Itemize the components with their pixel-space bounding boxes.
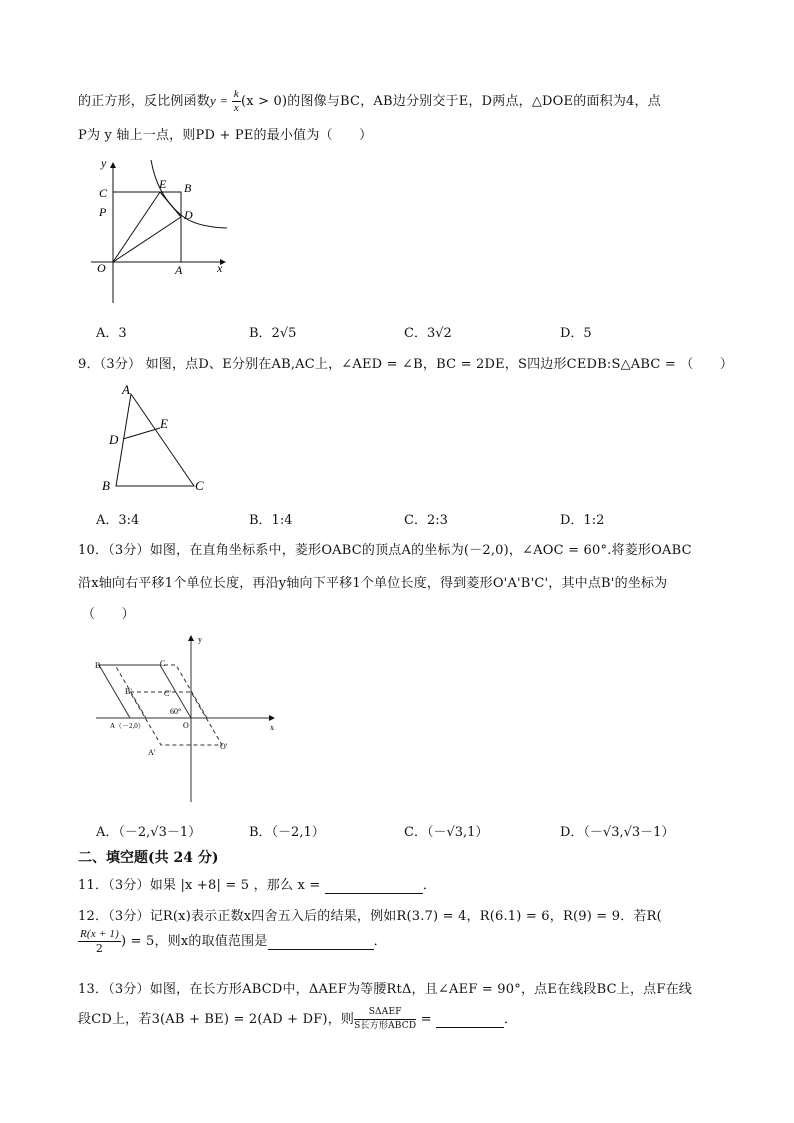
q8-fraction — [232, 88, 241, 115]
q8-label-x: x — [217, 261, 223, 275]
q8-segment-OE — [113, 192, 160, 262]
q8-figure — [85, 155, 245, 310]
q8-label-O: O — [97, 261, 106, 275]
q13-frac-num: SΔAEF — [354, 1006, 416, 1020]
q8-line2: P为 y 轴上一点，则PD + PE的最小值为（ ） — [78, 128, 373, 143]
q10-label-Ap: A' — [148, 748, 156, 757]
q12-fraction — [78, 928, 121, 955]
q10-label-O: O — [183, 721, 189, 730]
q8-option-c: C．3√2 — [404, 326, 452, 341]
q10-label-Op: O' — [220, 742, 228, 751]
q13-tail: ． — [504, 1012, 518, 1027]
q10-option-b: B．（－2,1） — [249, 825, 325, 840]
q11-text: 11．（3分）如果 |x +8| = 5 ，那么 x = — [78, 878, 325, 893]
q11-answer-blank[interactable] — [325, 878, 423, 894]
q10-option-c: C．（－√3,1） — [404, 825, 489, 840]
q12-frac-num: R(x + 1) — [80, 928, 119, 940]
q10-label-A: A（－2,0） — [110, 722, 145, 730]
q9-label-B: B — [102, 478, 110, 493]
q10-line3: （ ） — [82, 607, 135, 622]
q9-option-d: D．1:2 — [560, 513, 605, 528]
q8-label-B: B — [184, 181, 192, 195]
q8-label-D: D — [184, 208, 193, 222]
q8-frac-den: x — [233, 102, 239, 114]
q10-label-angle: 60° — [170, 707, 182, 716]
q10-line2: 沿x轴向右平移1个单位长度，再沿y轴向下平移1个单位长度，得到菱形O'A'B'C'，其中点B'的坐标为 — [78, 576, 668, 591]
q13-answer-blank[interactable] — [436, 1012, 504, 1028]
q9-option-b: B．1:4 — [249, 513, 293, 528]
q8-label-C: C — [99, 186, 108, 200]
q11-line — [78, 874, 436, 894]
q11-tail: ． — [422, 878, 437, 893]
q9-figure — [98, 382, 218, 497]
q8-frac-num: k — [233, 88, 239, 100]
q9-text: 9．（3分） 如图，点D、E分别在AB,AC上，∠AED = ∠B，BC = 2DE，S四边形CEDB:S△ABC = （ ） — [78, 357, 734, 372]
q8-label-y: y — [101, 156, 107, 170]
q12-tail: ． — [373, 934, 387, 949]
q10-option-a: A．（－2,√3－1） — [96, 825, 202, 840]
q8-label-P: P — [99, 205, 107, 219]
q10-label-B: B — [95, 661, 101, 670]
q10-label-Cp: C' — [164, 689, 171, 698]
q12-frac-den: 2 — [95, 942, 104, 955]
q8-line1-y: y = — [210, 93, 232, 108]
q10-label-x: x — [270, 723, 274, 732]
q8-line1-b: (x > 0)的图像与BC，AB边分别交于E，D两点，△DOE的面积为4，点 — [240, 94, 661, 109]
q8-label-A: A — [175, 263, 183, 277]
q13-line1: 13．（3分）如图，在长方形ABCD中，ΔAEF为等腰RtΔ，且∠AEF = 90°，点E在线段BC上，点F在线 — [78, 982, 692, 997]
q13-line2-b: = — [416, 1012, 437, 1027]
q9-label-D: D — [109, 432, 119, 447]
q8-option-b: B．2√5 — [249, 326, 297, 341]
q12-answer-blank[interactable] — [268, 934, 374, 950]
q8-line1-a: 的正方形，反比例函数 — [78, 94, 211, 109]
q9-label-C: C — [195, 478, 204, 493]
q8-segment-OD — [113, 217, 181, 262]
q9-option-a: A．3:4 — [96, 513, 140, 528]
q8-segment-ED — [160, 192, 181, 217]
q10-label-y: y — [198, 635, 202, 644]
q13-fraction — [354, 1006, 416, 1033]
q8-square — [113, 192, 181, 262]
q8-line1 — [78, 88, 661, 115]
q13-frac-den: S长方形ABCD — [354, 1021, 417, 1031]
q12-line1: 12．（3分）记R(x)表示正数x四舍五入后的结果，例如R(3.7) = 4，R(6.1) = 6，R(9) = 9．若R( — [78, 909, 662, 924]
q10-line1: 10．（3分）如图，在直角坐标系中，菱形OABC的顶点A的坐标为(－2,0)，∠AOC = 60°.将菱形OABC — [78, 543, 692, 558]
q13-line2 — [78, 1006, 517, 1033]
q10-figure — [88, 632, 288, 807]
q10-label-C: C — [160, 659, 166, 668]
q12-line2 — [78, 928, 387, 955]
q10-label-Bp: B' — [125, 687, 132, 696]
q9-segment-DE — [123, 428, 160, 439]
q9-label-A: A — [122, 382, 130, 397]
q9-label-E: E — [160, 416, 168, 431]
q9-triangle-ABC — [116, 394, 194, 486]
q12-line2-after: ) = 5，则x的取值范围是 — [120, 934, 268, 949]
section-title: 二、填空题(共 24 分) — [78, 850, 219, 866]
q8-label-E: E — [159, 177, 167, 191]
q8-option-d: D．5 — [560, 326, 592, 341]
q13-line2-a: 段CD上，若3(AB + BE) = 2(AD + DF)，则 — [78, 1012, 355, 1027]
q10-option-d: D．（－√3,√3－1） — [560, 825, 675, 840]
q8-option-a: A．3 — [96, 326, 127, 341]
q9-option-c: C．2:3 — [404, 513, 448, 528]
